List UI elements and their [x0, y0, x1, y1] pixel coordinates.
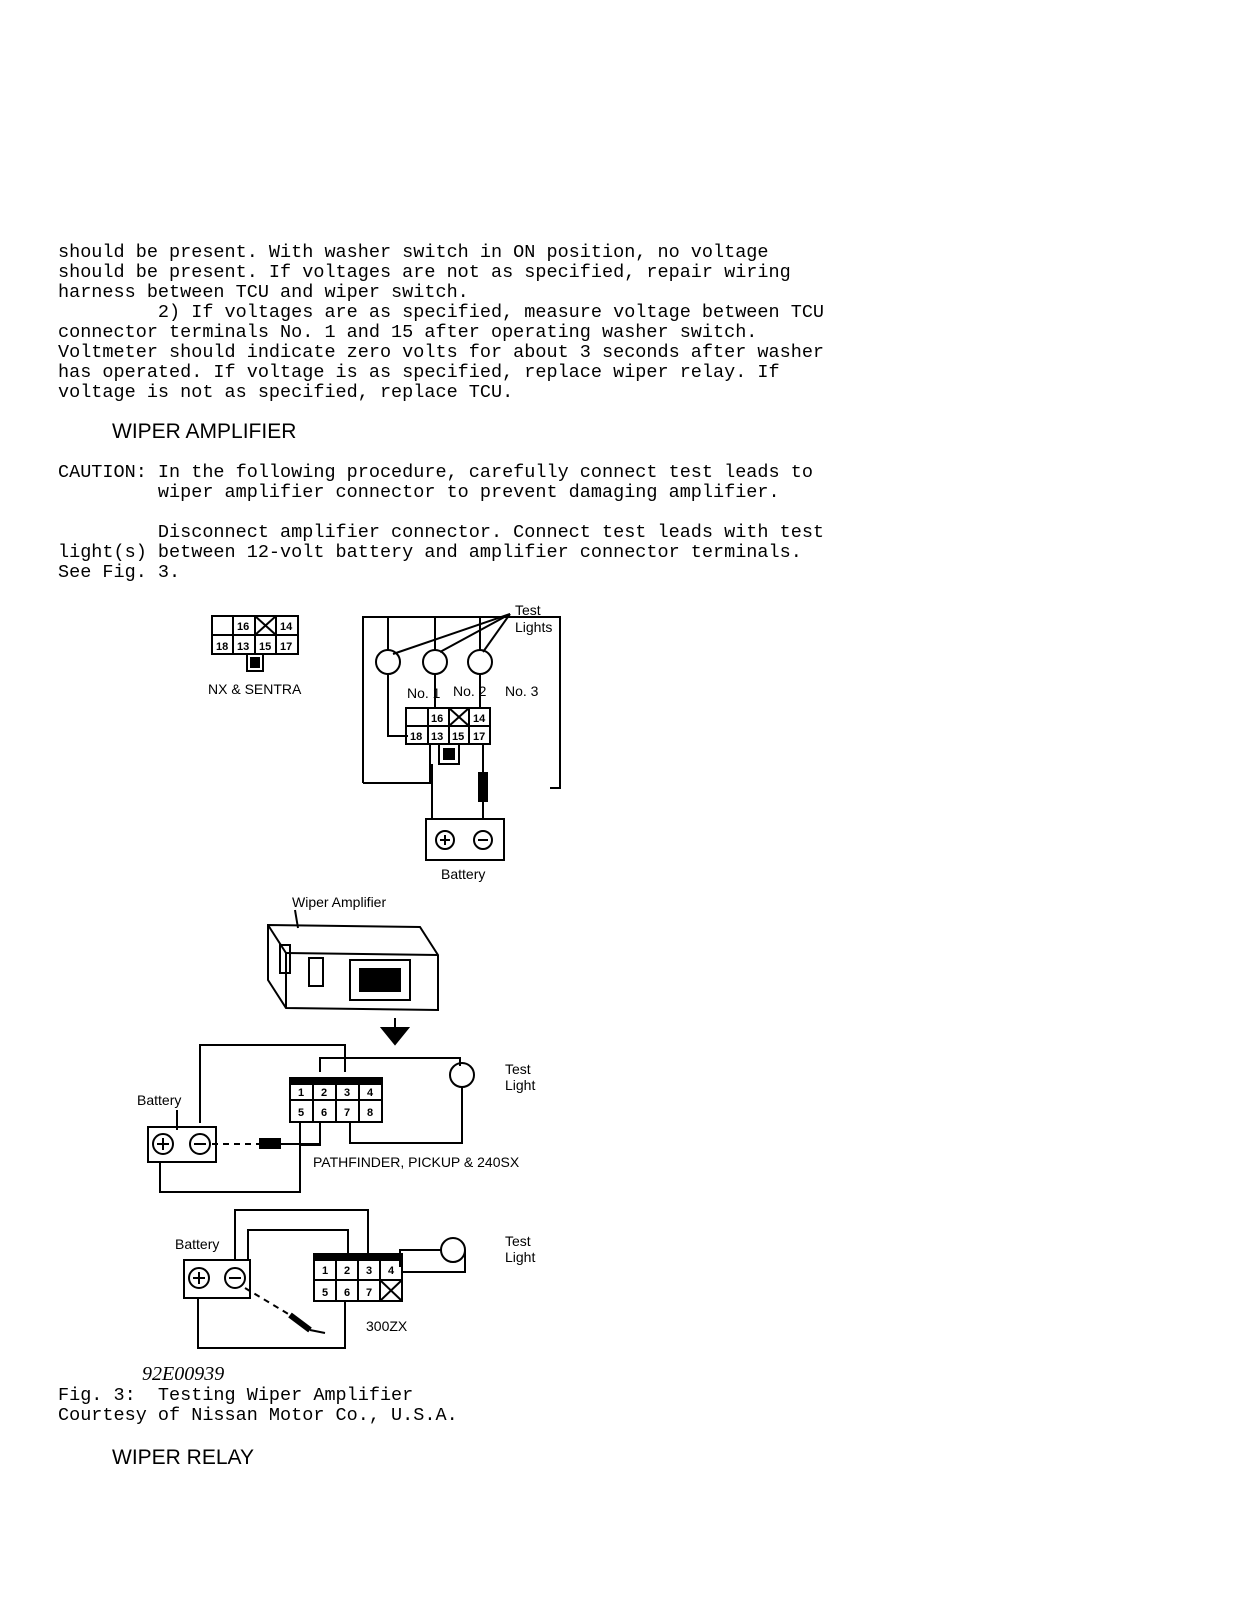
heading-wiper-relay: WIPER RELAY — [112, 1446, 254, 1469]
figure-caption: Fig. 3: Testing Wiper Amplifier Courtesy of Nissan Motor Co., U.S.A. — [58, 1385, 458, 1426]
zx-pin-4: 4 — [388, 1265, 395, 1277]
zx-pin-1: 1 — [322, 1265, 329, 1277]
path-pin-1: 1 — [298, 1087, 305, 1099]
nx2-pin-13: 13 — [431, 731, 444, 743]
path-pin-3: 3 — [344, 1087, 351, 1099]
wiper-amplifier-test-diagram — [120, 600, 570, 1360]
path-pin-2: 2 — [321, 1087, 328, 1099]
pathfinder-label: PATHFINDER, PICKUP & 240SX — [313, 1154, 520, 1170]
nx2-pin-17: 17 — [473, 731, 486, 743]
figure-id: 92E00939 — [142, 1363, 225, 1385]
no3-label: No. 3 — [505, 683, 539, 699]
nx2-pin-18: 18 — [410, 731, 423, 743]
paragraph-disconnect: Disconnect amplifier connector. Connect test leads with test light(s) between 12-volt battery and amplifier connector terminals. See Fig. 3. — [58, 522, 825, 583]
nx-pin-14: 14 — [280, 621, 293, 633]
battery-label-nx: Battery — [441, 866, 486, 882]
test-lights-label-1: Test — [515, 602, 541, 618]
zx-pin-5: 5 — [322, 1287, 329, 1299]
test-light-label-1a: Test — [505, 1061, 531, 1077]
nx-pin-15: 15 — [259, 641, 272, 653]
nx2-pin-16: 16 — [431, 713, 444, 725]
battery-label-path: Battery — [137, 1092, 182, 1108]
path-pin-4: 4 — [367, 1087, 374, 1099]
zx-pin-2: 2 — [344, 1265, 351, 1277]
test-light-label-1b: Light — [505, 1077, 536, 1093]
path-pin-7: 7 — [344, 1107, 351, 1119]
no2-label: No. 2 — [453, 683, 487, 699]
battery-label-zx: Battery — [175, 1236, 220, 1252]
zx-pin-7: 7 — [366, 1287, 373, 1299]
nx-pin-17: 17 — [280, 641, 293, 653]
zx-pin-3: 3 — [366, 1265, 373, 1277]
no1-label: No. 1 — [407, 685, 441, 701]
test-light-label-2a: Test — [505, 1233, 531, 1249]
path-pin-5: 5 — [298, 1107, 305, 1119]
nx-pin-18: 18 — [216, 641, 229, 653]
path-pin-8: 8 — [367, 1107, 374, 1119]
nx-sentra-label: NX & SENTRA — [208, 681, 302, 697]
paragraph-tcu-voltage: should be present. With washer switch in ON position, no voltage should be present. If voltages are not as specified, repair wiring harness between TCU and wiper switch. 2) If voltages are as specified, measure voltage between TCU connector terminals No. 1 and 15 after operating washer switch. Voltmeter should indicate zero volts for about 3 seconds after washer has operated. If voltage is as specified, replace wiper relay. If voltage is not as specified, replace TCU. — [58, 242, 825, 403]
caution-note: CAUTION: In the following procedure, carefully connect test leads to wiper amplifier connector to prevent damaging amplifier. — [58, 462, 813, 503]
zx-circuit — [184, 1210, 465, 1348]
heading-wiper-amplifier: WIPER AMPLIFIER — [112, 420, 297, 443]
nx-pin-13: 13 — [237, 641, 250, 653]
nx2-pin-14: 14 — [473, 713, 486, 725]
test-light-label-2b: Light — [505, 1249, 536, 1265]
wiper-amplifier-unit — [268, 910, 438, 1010]
test-lights-label-2: Lights — [515, 619, 553, 635]
nx2-pin-15: 15 — [452, 731, 465, 743]
wiper-amplifier-label: Wiper Amplifier — [292, 894, 387, 910]
zx-label: 300ZX — [366, 1318, 408, 1334]
path-pin-6: 6 — [321, 1107, 328, 1119]
zx-pin-6: 6 — [344, 1287, 351, 1299]
nx-pin-16: 16 — [237, 621, 250, 633]
